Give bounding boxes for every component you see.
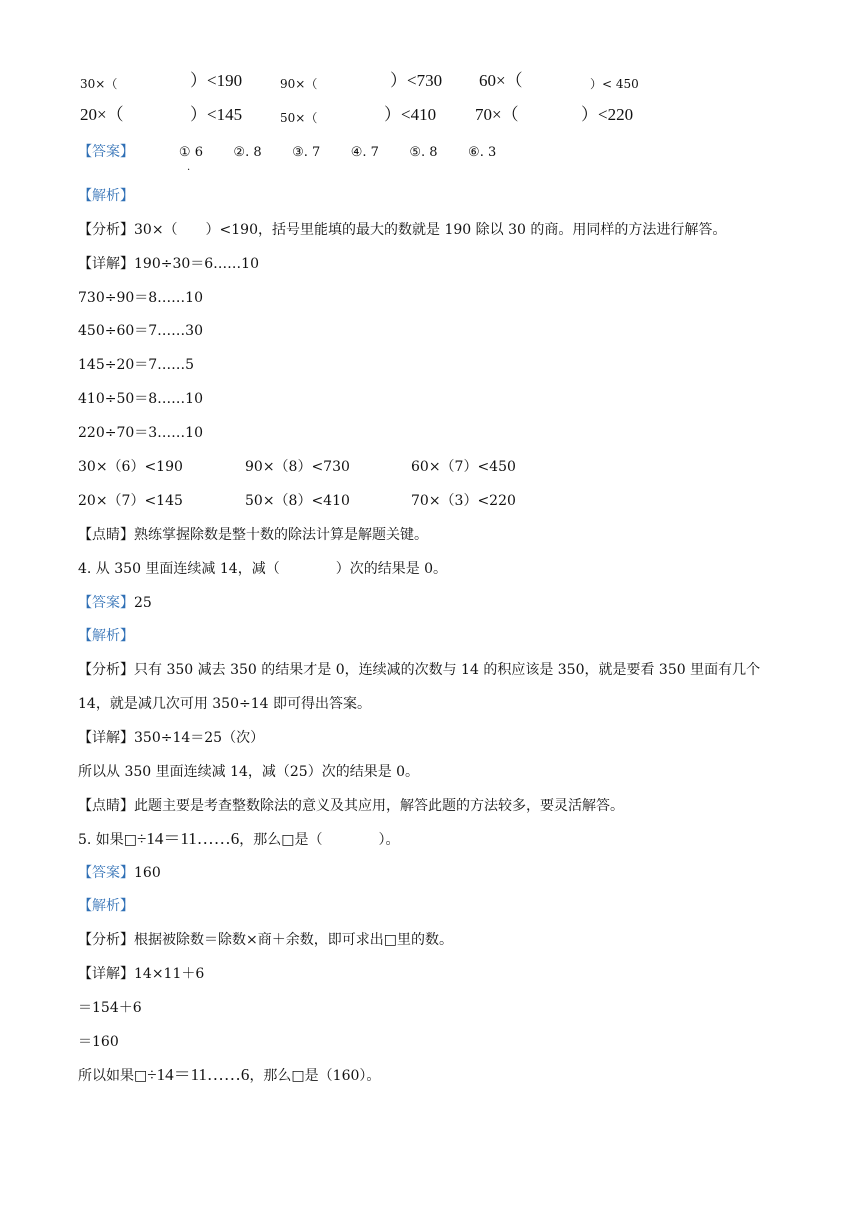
q3-result: 90×（8）<730 [245, 459, 350, 475]
answer-item: ④. 7 [350, 145, 379, 160]
q4-analysis-1: 【分析】只有 350 减去 350 的结果才是 0，连续减的次数与 14 的积应该是 350，就是要看 350 里面有几个 [78, 662, 761, 678]
q5-conclusion-formula: ÷14＝11……6 [147, 1065, 250, 1084]
answer-item: ① 6 [178, 145, 203, 160]
answer-tag: 【答案】 [78, 865, 134, 881]
q3-tip: 【点睛】熟练掌握除数是整十数的除法计算是解题关键。 [78, 527, 428, 543]
q4-question: 4. 从 350 里面连续减 14，减（ ）次的结果是 0。 [78, 561, 448, 577]
q5-analysis: 【分析】根据被除数＝除数×商＋余数，即可求出□里的数。 [78, 932, 453, 948]
q3-answer-line [78, 143, 522, 162]
q5-conclusion [78, 1066, 380, 1085]
q5-detail: 【详解】14×11＋6 [78, 966, 205, 982]
answer-item: ②. 8 [233, 145, 262, 160]
q3-result: 60×（7）<450 [411, 459, 516, 475]
q5-conclusion-prefix: 所以如果□ [78, 1068, 148, 1084]
q4-conclusion: 所以从 350 里面连续减 14，减（25）次的结果是 0。 [78, 764, 420, 780]
q3-r2-a-right: ）<145 [190, 105, 243, 124]
q3-jiexi-tag: 【解析】 [78, 188, 134, 204]
q3-detail-line: 145÷20＝7……5 [78, 357, 195, 373]
q3-row-2 [78, 106, 778, 128]
q4-jiexi-tag: 【解析】 [78, 628, 134, 644]
q3-r1-a-right: ）<190 [190, 71, 243, 90]
answer-item: ⑤. 8 [409, 145, 438, 160]
q5-jiexi-tag: 【解析】 [78, 898, 134, 914]
q3-detail-line: 410÷50＝8……10 [78, 391, 203, 407]
q3-r2-a-left: 20×（ [80, 105, 124, 124]
q3-r2-c-right: ）<220 [581, 105, 634, 124]
answer-tag: 【答案】 [78, 144, 134, 160]
answer-item: ③. 7 [292, 145, 321, 160]
q3-r2-b-left: 50×（ [280, 111, 318, 125]
q3-r1-b-right: ）<730 [390, 71, 443, 90]
q5-question-prefix: 5. 如果□ [78, 832, 138, 848]
q3-analysis: 【分析】30×（ ）<190，括号里能填的最大的数就是 190 除以 30 的商。用同样的方法进行解答。 [78, 222, 727, 238]
q3-r1-a-left: 30×（ [80, 77, 118, 91]
q4-answer-line [78, 594, 152, 612]
answer-item: ⑥. 3 [468, 145, 497, 160]
q3-r2-b-right: ）<410 [384, 105, 437, 124]
q4-detail: 【详解】350÷14＝25（次） [78, 730, 265, 746]
q3-result: 20×（7）<145 [78, 493, 183, 509]
q3-r2-c-left: 70×（ [475, 105, 519, 124]
q3-result: 70×（3）<220 [411, 493, 516, 509]
answer-value: 25 [134, 595, 152, 611]
q4-analysis-2: 14，就是减几次可用 350÷14 即可得出答案。 [78, 696, 371, 712]
q3-r1-c-left: 60×（ [479, 71, 523, 90]
q3-result: 50×（8）<410 [245, 493, 350, 509]
q5-question-suffix: ，那么□是（ ）。 [239, 832, 400, 848]
q5-answer-line [78, 864, 161, 882]
answer-value: 160 [134, 865, 161, 881]
answer-tag: 【答案】 [78, 595, 134, 611]
q3-detail-line: 450÷60＝7……30 [78, 323, 203, 339]
q5-question-formula: ÷14＝11……6 [137, 829, 240, 848]
q3-detail-line: 220÷70＝3……10 [78, 425, 203, 441]
q3-detail-line: 730÷90＝8……10 [78, 290, 203, 306]
q3-row-1 [78, 72, 778, 94]
q3-result: 30×（6）<190 [78, 459, 183, 475]
q5-question [78, 830, 399, 849]
q3-detail-first: 【详解】190÷30＝6……10 [78, 256, 259, 272]
q3-r1-b-left: 90×（ [280, 77, 318, 91]
q5-conclusion-suffix: ，那么□是（160）。 [249, 1068, 381, 1084]
q3-r1-c-right: ）< 450 [590, 77, 639, 91]
q5-step-2: ＝160 [78, 1034, 119, 1050]
stray-dot: . [187, 162, 191, 173]
q5-step-1: ＝154＋6 [78, 1000, 142, 1016]
q4-tip: 【点睛】此题主要是考查整数除法的意义及其应用，解答此题的方法较多，要灵活解答。 [78, 798, 624, 814]
